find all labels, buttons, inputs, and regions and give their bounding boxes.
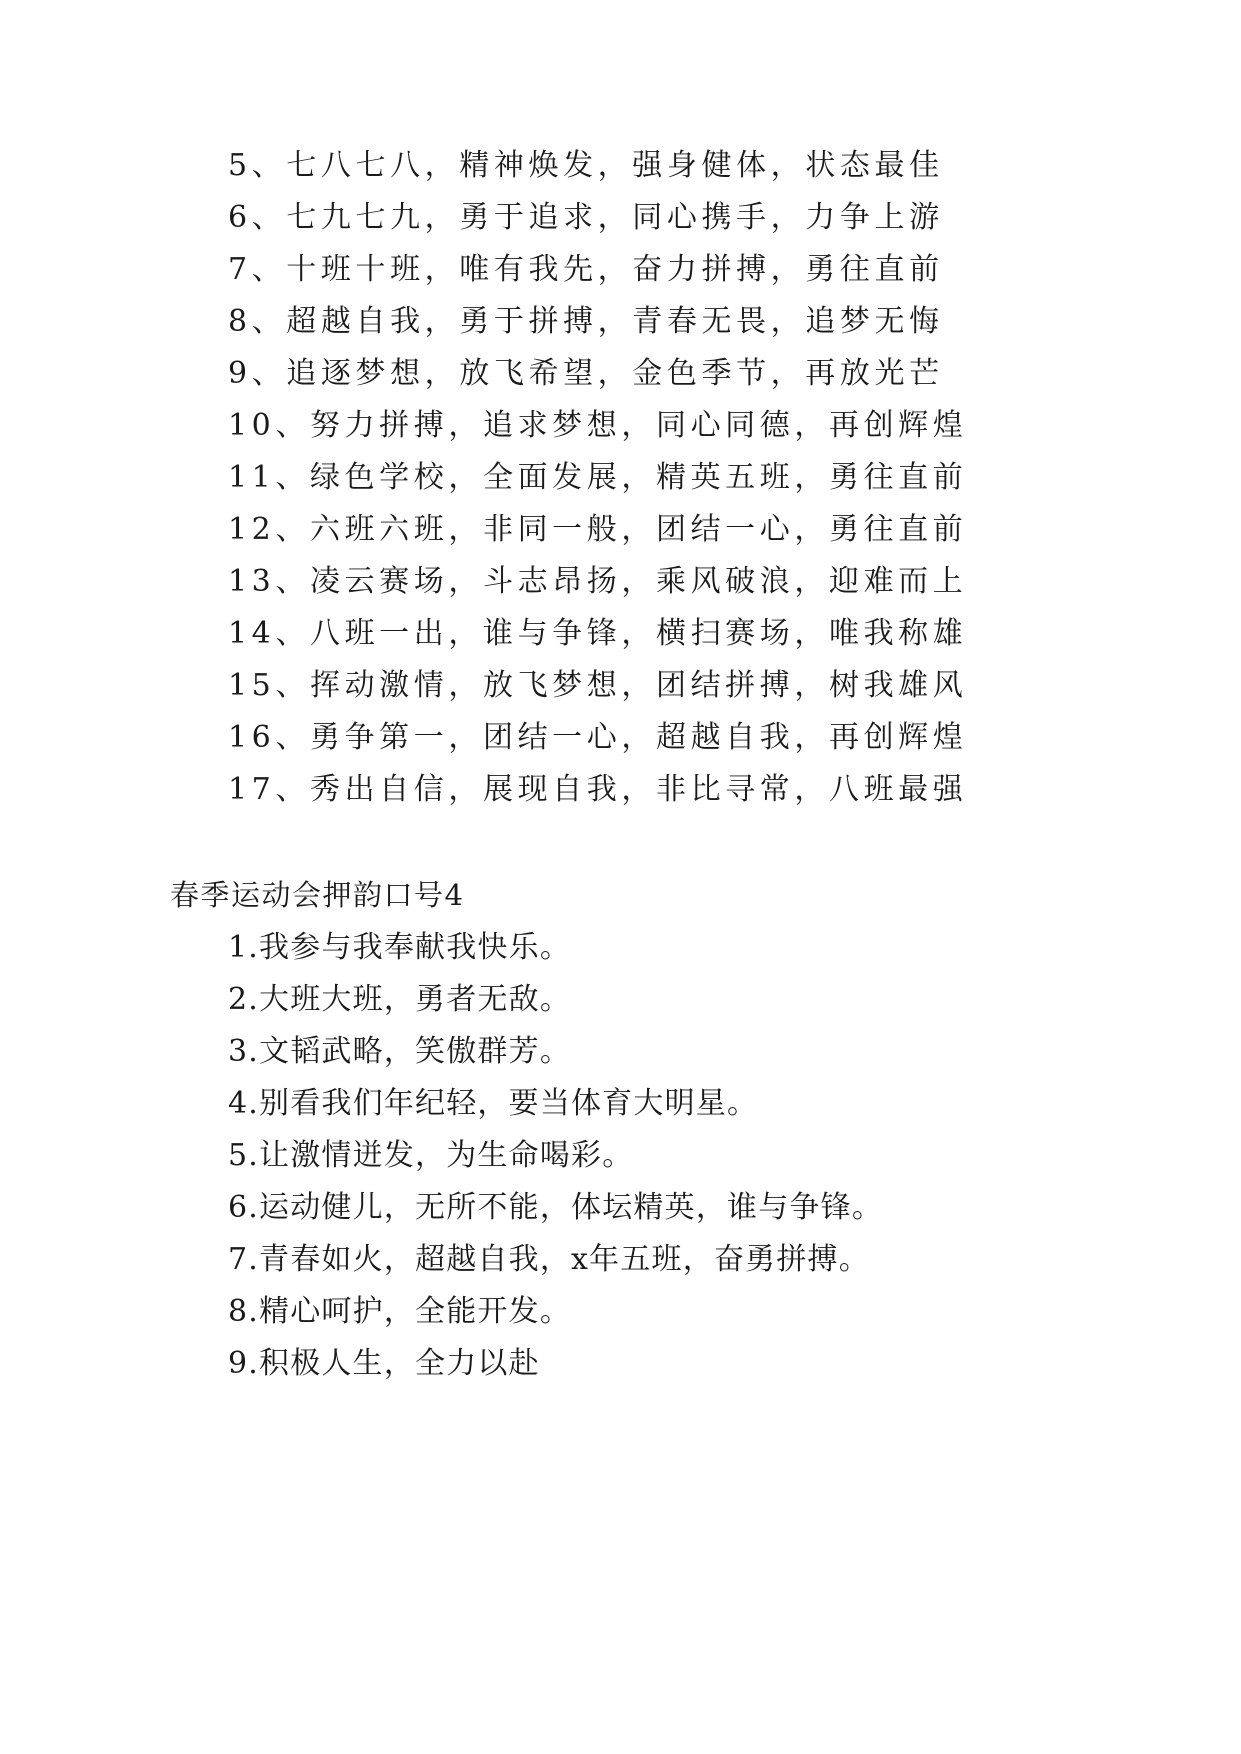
slogan-item: 6、七九七九，勇于追求，同心携手，力争上游 xyxy=(228,200,944,235)
slogan-item: 4.别看我们年纪轻，要当体育大明星。 xyxy=(228,1086,759,1121)
slogan-item: 12、六班六班，非同一般，团结一心，勇往直前 xyxy=(228,512,968,547)
slogan-item: 16、勇争第一，团结一心，超越自我，再创辉煌 xyxy=(228,720,968,755)
slogan-item: 8、超越自我，勇于拼搏，青春无畏，追梦无悔 xyxy=(228,304,944,339)
slogan-item: 7.青春如火，超越自我，x年五班，奋勇拼搏。 xyxy=(228,1242,870,1277)
slogan-item: 11、绿色学校，全面发展，精英五班，勇往直前 xyxy=(228,460,968,495)
slogan-item: 8.精心呵护，全能开发。 xyxy=(228,1294,572,1329)
slogan-item: 6.运动健儿，无所不能，体坛精英，谁与争锋。 xyxy=(228,1190,884,1225)
slogan-item: 1.我参与我奉献我快乐。 xyxy=(228,930,572,965)
slogan-item: 2.大班大班，勇者无敌。 xyxy=(228,982,572,1017)
slogan-item: 14、八班一出，谁与争锋，横扫赛场，唯我称雄 xyxy=(228,616,968,651)
slogan-item: 9.积极人生，全力以赴 xyxy=(228,1346,540,1381)
section-heading: 春季运动会押韵口号4 xyxy=(170,878,465,912)
slogan-item: 17、秀出自信，展现自我，非比寻常，八班最强 xyxy=(228,772,968,807)
slogan-item: 5、七八七八，精神焕发，强身健体，状态最佳 xyxy=(228,148,944,183)
slogan-item: 9、追逐梦想，放飞希望，金色季节，再放光芒 xyxy=(228,356,944,391)
slogan-item: 7、十班十班，唯有我先，奋力拼搏，勇往直前 xyxy=(228,252,944,287)
slogan-item: 15、挥动激情，放飞梦想，团结拼搏，树我雄风 xyxy=(228,668,968,703)
slogan-item: 13、凌云赛场，斗志昂扬，乘风破浪，迎难而上 xyxy=(228,564,968,599)
slogan-item: 3.文韬武略，笑傲群芳。 xyxy=(228,1034,572,1069)
slogan-item: 10、努力拼搏，追求梦想，同心同德，再创辉煌 xyxy=(228,408,968,443)
slogan-item: 5.让激情迸发，为生命喝彩。 xyxy=(228,1138,634,1173)
